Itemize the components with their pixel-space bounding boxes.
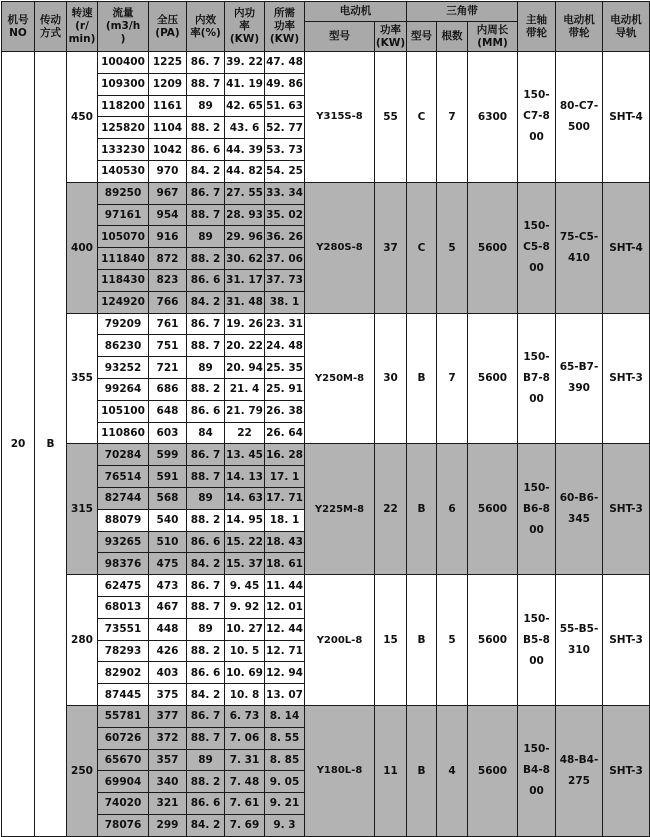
- internal-power-cell: 44. 82: [225, 160, 265, 182]
- header-efficiency: 内效 率(%): [187, 2, 225, 52]
- fan-performance-table: [1, 1, 650, 837]
- efficiency-cell: 88. 7: [187, 73, 225, 95]
- efficiency-cell: 89: [187, 95, 225, 117]
- flow-cell: 86230: [98, 335, 149, 357]
- efficiency-cell: 86. 6: [187, 793, 225, 815]
- header-motor-pulley: 电动机 带轮: [556, 2, 603, 52]
- motor-model-cell: Y180L-8: [305, 705, 375, 836]
- flow-cell: 73551: [98, 618, 149, 640]
- motor-pulley-cell: 75-C5- 410: [556, 182, 603, 313]
- flow-cell: 111840: [98, 248, 149, 270]
- speed-cell: 280: [67, 575, 98, 706]
- internal-power-cell: 21. 4: [225, 378, 265, 400]
- motor-pulley-cell: 48-B4- 275: [556, 705, 603, 836]
- internal-power-cell: 7. 48: [225, 771, 265, 793]
- header-motor-model: 型号: [305, 22, 375, 52]
- efficiency-cell: 88. 2: [187, 248, 225, 270]
- required-power-cell: 54. 25: [265, 160, 305, 182]
- pressure-cell: 599: [149, 444, 187, 466]
- header-motor-group: 电动机: [305, 2, 407, 22]
- header-required-power: 所需 功率 (KW): [265, 2, 305, 52]
- internal-power-cell: 41. 19: [225, 73, 265, 95]
- efficiency-cell: 88. 7: [187, 204, 225, 226]
- required-power-cell: 33. 34: [265, 182, 305, 204]
- table-row: [2, 313, 650, 335]
- header-belt-model: 型号: [407, 22, 437, 52]
- flow-cell: 68013: [98, 596, 149, 618]
- flow-cell: 140530: [98, 160, 149, 182]
- efficiency-cell: 88. 2: [187, 640, 225, 662]
- pressure-cell: 823: [149, 269, 187, 291]
- pressure-cell: 967: [149, 182, 187, 204]
- machine-no-cell: 20: [2, 52, 35, 837]
- required-power-cell: 47. 48: [265, 52, 305, 74]
- pressure-cell: 1161: [149, 95, 187, 117]
- belt-count-cell: 7: [437, 313, 468, 444]
- flow-cell: 105100: [98, 400, 149, 422]
- internal-power-cell: 31. 48: [225, 291, 265, 313]
- motor-power-cell: 55: [375, 52, 407, 183]
- motor-model-cell: Y280S-8: [305, 182, 375, 313]
- internal-power-cell: 30. 62: [225, 248, 265, 270]
- motor-rail-cell: SHT-4: [603, 182, 650, 313]
- belt-length-cell: 5600: [468, 705, 518, 836]
- required-power-cell: 51. 63: [265, 95, 305, 117]
- efficiency-cell: 88. 2: [187, 117, 225, 139]
- header-drive: 传动 方式: [35, 2, 67, 52]
- header-belt-length: 内周长 (MM): [468, 22, 518, 52]
- pressure-cell: 766: [149, 291, 187, 313]
- efficiency-cell: 88. 2: [187, 509, 225, 531]
- internal-power-cell: 14. 63: [225, 487, 265, 509]
- efficiency-cell: 88. 7: [187, 727, 225, 749]
- efficiency-cell: 84. 2: [187, 160, 225, 182]
- required-power-cell: 18. 1: [265, 509, 305, 531]
- efficiency-cell: 86. 7: [187, 575, 225, 597]
- belt-length-cell: 5600: [468, 313, 518, 444]
- efficiency-cell: 86. 7: [187, 705, 225, 727]
- internal-power-cell: 7. 06: [225, 727, 265, 749]
- internal-power-cell: 10. 5: [225, 640, 265, 662]
- efficiency-cell: 84. 2: [187, 291, 225, 313]
- main-pulley-cell: 150- B6-8 00: [518, 444, 556, 575]
- internal-power-cell: 20. 22: [225, 335, 265, 357]
- required-power-cell: 25. 35: [265, 357, 305, 379]
- efficiency-cell: 84. 2: [187, 553, 225, 575]
- efficiency-cell: 84. 2: [187, 814, 225, 836]
- required-power-cell: 49. 86: [265, 73, 305, 95]
- internal-power-cell: 29. 96: [225, 226, 265, 248]
- main-pulley-cell: 150- C5-8 00: [518, 182, 556, 313]
- required-power-cell: 35. 02: [265, 204, 305, 226]
- efficiency-cell: 86. 7: [187, 444, 225, 466]
- table-row: [2, 705, 650, 727]
- header-motor-power: 功率 (KW): [375, 22, 407, 52]
- belt-count-cell: 4: [437, 705, 468, 836]
- efficiency-cell: 86. 7: [187, 313, 225, 335]
- flow-cell: 125820: [98, 117, 149, 139]
- internal-power-cell: 7. 61: [225, 793, 265, 815]
- belt-model-cell: B: [407, 313, 437, 444]
- required-power-cell: 12. 44: [265, 618, 305, 640]
- internal-power-cell: 19. 26: [225, 313, 265, 335]
- header-belt-group: 三角带: [407, 2, 518, 22]
- belt-length-cell: 5600: [468, 182, 518, 313]
- motor-power-cell: 11: [375, 705, 407, 836]
- internal-power-cell: 42. 65: [225, 95, 265, 117]
- flow-cell: 100400: [98, 52, 149, 74]
- internal-power-cell: 44. 39: [225, 139, 265, 161]
- pressure-cell: 299: [149, 814, 187, 836]
- header-motor-rail: 电动机 导轨: [603, 2, 650, 52]
- speed-cell: 450: [67, 52, 98, 183]
- motor-pulley-cell: 65-B7- 390: [556, 313, 603, 444]
- belt-model-cell: C: [407, 182, 437, 313]
- internal-power-cell: 14. 13: [225, 466, 265, 488]
- pressure-cell: 510: [149, 531, 187, 553]
- internal-power-cell: 27. 55: [225, 182, 265, 204]
- flow-cell: 78076: [98, 814, 149, 836]
- flow-cell: 69904: [98, 771, 149, 793]
- required-power-cell: 8. 55: [265, 727, 305, 749]
- pressure-cell: 357: [149, 749, 187, 771]
- internal-power-cell: 15. 22: [225, 531, 265, 553]
- pressure-cell: 375: [149, 684, 187, 706]
- required-power-cell: 13. 07: [265, 684, 305, 706]
- pressure-cell: 686: [149, 378, 187, 400]
- required-power-cell: 37. 73: [265, 269, 305, 291]
- pressure-cell: 372: [149, 727, 187, 749]
- flow-cell: 79209: [98, 313, 149, 335]
- pressure-cell: 648: [149, 400, 187, 422]
- flow-cell: 82902: [98, 662, 149, 684]
- internal-power-cell: 20. 94: [225, 357, 265, 379]
- belt-model-cell: B: [407, 705, 437, 836]
- internal-power-cell: 39. 22: [225, 52, 265, 74]
- efficiency-cell: 89: [187, 226, 225, 248]
- flow-cell: 124920: [98, 291, 149, 313]
- efficiency-cell: 88. 7: [187, 596, 225, 618]
- internal-power-cell: 9. 92: [225, 596, 265, 618]
- required-power-cell: 17. 1: [265, 466, 305, 488]
- required-power-cell: 17. 71: [265, 487, 305, 509]
- efficiency-cell: 89: [187, 357, 225, 379]
- internal-power-cell: 13. 45: [225, 444, 265, 466]
- motor-model-cell: Y315S-8: [305, 52, 375, 183]
- internal-power-cell: 28. 93: [225, 204, 265, 226]
- internal-power-cell: 9. 45: [225, 575, 265, 597]
- required-power-cell: 24. 48: [265, 335, 305, 357]
- flow-cell: 88079: [98, 509, 149, 531]
- pressure-cell: 475: [149, 553, 187, 575]
- flow-cell: 55781: [98, 705, 149, 727]
- required-power-cell: 8. 14: [265, 705, 305, 727]
- pressure-cell: 872: [149, 248, 187, 270]
- pressure-cell: 340: [149, 771, 187, 793]
- main-pulley-cell: 150- B5-8 00: [518, 575, 556, 706]
- internal-power-cell: 22: [225, 422, 265, 444]
- internal-power-cell: 10. 27: [225, 618, 265, 640]
- belt-model-cell: C: [407, 52, 437, 183]
- flow-cell: 109300: [98, 73, 149, 95]
- flow-cell: 118200: [98, 95, 149, 117]
- table-row: [2, 182, 650, 204]
- motor-rail-cell: SHT-3: [603, 575, 650, 706]
- required-power-cell: 9. 21: [265, 793, 305, 815]
- belt-count-cell: 5: [437, 575, 468, 706]
- pressure-cell: 473: [149, 575, 187, 597]
- motor-pulley-cell: 80-C7- 500: [556, 52, 603, 183]
- pressure-cell: 467: [149, 596, 187, 618]
- motor-power-cell: 37: [375, 182, 407, 313]
- motor-power-cell: 15: [375, 575, 407, 706]
- belt-model-cell: B: [407, 575, 437, 706]
- belt-count-cell: 5: [437, 182, 468, 313]
- main-pulley-cell: 150- B7-8 00: [518, 313, 556, 444]
- flow-cell: 74020: [98, 793, 149, 815]
- required-power-cell: 36. 26: [265, 226, 305, 248]
- flow-cell: 118430: [98, 269, 149, 291]
- motor-pulley-cell: 60-B6- 345: [556, 444, 603, 575]
- speed-cell: 315: [67, 444, 98, 575]
- pressure-cell: 377: [149, 705, 187, 727]
- pressure-cell: 970: [149, 160, 187, 182]
- efficiency-cell: 86. 6: [187, 139, 225, 161]
- efficiency-cell: 89: [187, 487, 225, 509]
- header-belt-count: 根数: [437, 22, 468, 52]
- required-power-cell: 12. 94: [265, 662, 305, 684]
- belt-count-cell: 6: [437, 444, 468, 575]
- pressure-cell: 403: [149, 662, 187, 684]
- pressure-cell: 954: [149, 204, 187, 226]
- pressure-cell: 591: [149, 466, 187, 488]
- flow-cell: 97161: [98, 204, 149, 226]
- belt-model-cell: B: [407, 444, 437, 575]
- required-power-cell: 52. 77: [265, 117, 305, 139]
- motor-model-cell: Y225M-8: [305, 444, 375, 575]
- internal-power-cell: 15. 37: [225, 553, 265, 575]
- required-power-cell: 18. 61: [265, 553, 305, 575]
- internal-power-cell: 31. 17: [225, 269, 265, 291]
- main-pulley-cell: 150- C7-8 00: [518, 52, 556, 183]
- speed-cell: 400: [67, 182, 98, 313]
- belt-count-cell: 7: [437, 52, 468, 183]
- belt-length-cell: 5600: [468, 575, 518, 706]
- motor-rail-cell: SHT-3: [603, 313, 650, 444]
- flow-cell: 78293: [98, 640, 149, 662]
- belt-length-cell: 6300: [468, 52, 518, 183]
- efficiency-cell: 86. 6: [187, 269, 225, 291]
- internal-power-cell: 10. 69: [225, 662, 265, 684]
- internal-power-cell: 6. 73: [225, 705, 265, 727]
- flow-cell: 62475: [98, 575, 149, 597]
- pressure-cell: 1042: [149, 139, 187, 161]
- flow-cell: 76514: [98, 466, 149, 488]
- required-power-cell: 18. 43: [265, 531, 305, 553]
- efficiency-cell: 86. 7: [187, 52, 225, 74]
- pressure-cell: 321: [149, 793, 187, 815]
- flow-cell: 105070: [98, 226, 149, 248]
- table-row: [2, 575, 650, 597]
- required-power-cell: 37. 06: [265, 248, 305, 270]
- table-row: [2, 444, 650, 466]
- efficiency-cell: 88. 2: [187, 378, 225, 400]
- efficiency-cell: 86. 6: [187, 662, 225, 684]
- belt-length-cell: 5600: [468, 444, 518, 575]
- motor-rail-cell: SHT-3: [603, 444, 650, 575]
- motor-model-cell: Y250M-8: [305, 313, 375, 444]
- efficiency-cell: 86. 7: [187, 182, 225, 204]
- efficiency-cell: 86. 6: [187, 400, 225, 422]
- efficiency-cell: 88. 7: [187, 466, 225, 488]
- flow-cell: 93265: [98, 531, 149, 553]
- pressure-cell: 448: [149, 618, 187, 640]
- pressure-cell: 603: [149, 422, 187, 444]
- speed-cell: 355: [67, 313, 98, 444]
- speed-cell: 250: [67, 705, 98, 836]
- internal-power-cell: 21. 79: [225, 400, 265, 422]
- header-main-pulley: 主轴 带轮: [518, 2, 556, 52]
- motor-rail-cell: SHT-3: [603, 705, 650, 836]
- drive-cell: B: [35, 52, 67, 837]
- flow-cell: 87445: [98, 684, 149, 706]
- pressure-cell: 568: [149, 487, 187, 509]
- flow-cell: 93252: [98, 357, 149, 379]
- required-power-cell: 11. 44: [265, 575, 305, 597]
- efficiency-cell: 86. 6: [187, 531, 225, 553]
- required-power-cell: 16. 28: [265, 444, 305, 466]
- required-power-cell: 9. 3: [265, 814, 305, 836]
- required-power-cell: 26. 38: [265, 400, 305, 422]
- motor-power-cell: 22: [375, 444, 407, 575]
- efficiency-cell: 84. 2: [187, 684, 225, 706]
- internal-power-cell: 7. 31: [225, 749, 265, 771]
- motor-rail-cell: SHT-4: [603, 52, 650, 183]
- pressure-cell: 426: [149, 640, 187, 662]
- pressure-cell: 761: [149, 313, 187, 335]
- efficiency-cell: 89: [187, 618, 225, 640]
- pressure-cell: 916: [149, 226, 187, 248]
- pressure-cell: 1225: [149, 52, 187, 74]
- required-power-cell: 26. 64: [265, 422, 305, 444]
- pressure-cell: 721: [149, 357, 187, 379]
- header-speed: 转速 (r/ min): [67, 2, 98, 52]
- header-internal-power: 内功 率 (KW): [225, 2, 265, 52]
- required-power-cell: 9. 05: [265, 771, 305, 793]
- flow-cell: 99264: [98, 378, 149, 400]
- required-power-cell: 25. 91: [265, 378, 305, 400]
- pressure-cell: 1104: [149, 117, 187, 139]
- efficiency-cell: 84: [187, 422, 225, 444]
- efficiency-cell: 89: [187, 749, 225, 771]
- internal-power-cell: 10. 8: [225, 684, 265, 706]
- flow-cell: 60726: [98, 727, 149, 749]
- flow-cell: 110860: [98, 422, 149, 444]
- pressure-cell: 1209: [149, 73, 187, 95]
- flow-cell: 82744: [98, 487, 149, 509]
- pressure-cell: 751: [149, 335, 187, 357]
- flow-cell: 133230: [98, 139, 149, 161]
- flow-cell: 98376: [98, 553, 149, 575]
- motor-power-cell: 30: [375, 313, 407, 444]
- motor-pulley-cell: 55-B5- 310: [556, 575, 603, 706]
- required-power-cell: 8. 85: [265, 749, 305, 771]
- flow-cell: 89250: [98, 182, 149, 204]
- efficiency-cell: 88. 2: [187, 771, 225, 793]
- table-row: [2, 52, 650, 74]
- required-power-cell: 38. 1: [265, 291, 305, 313]
- required-power-cell: 23. 31: [265, 313, 305, 335]
- flow-cell: 65670: [98, 749, 149, 771]
- header-flow: 流量 (m3/h ): [98, 2, 149, 52]
- header-machine-no: 机号 NO: [2, 2, 35, 52]
- pressure-cell: 540: [149, 509, 187, 531]
- required-power-cell: 12. 01: [265, 596, 305, 618]
- motor-model-cell: Y200L-8: [305, 575, 375, 706]
- efficiency-cell: 88. 7: [187, 335, 225, 357]
- internal-power-cell: 14. 95: [225, 509, 265, 531]
- header-pressure: 全压 (PA): [149, 2, 187, 52]
- required-power-cell: 12. 71: [265, 640, 305, 662]
- flow-cell: 70284: [98, 444, 149, 466]
- internal-power-cell: 43. 6: [225, 117, 265, 139]
- internal-power-cell: 7. 69: [225, 814, 265, 836]
- required-power-cell: 53. 73: [265, 139, 305, 161]
- main-pulley-cell: 150- B4-8 00: [518, 705, 556, 836]
